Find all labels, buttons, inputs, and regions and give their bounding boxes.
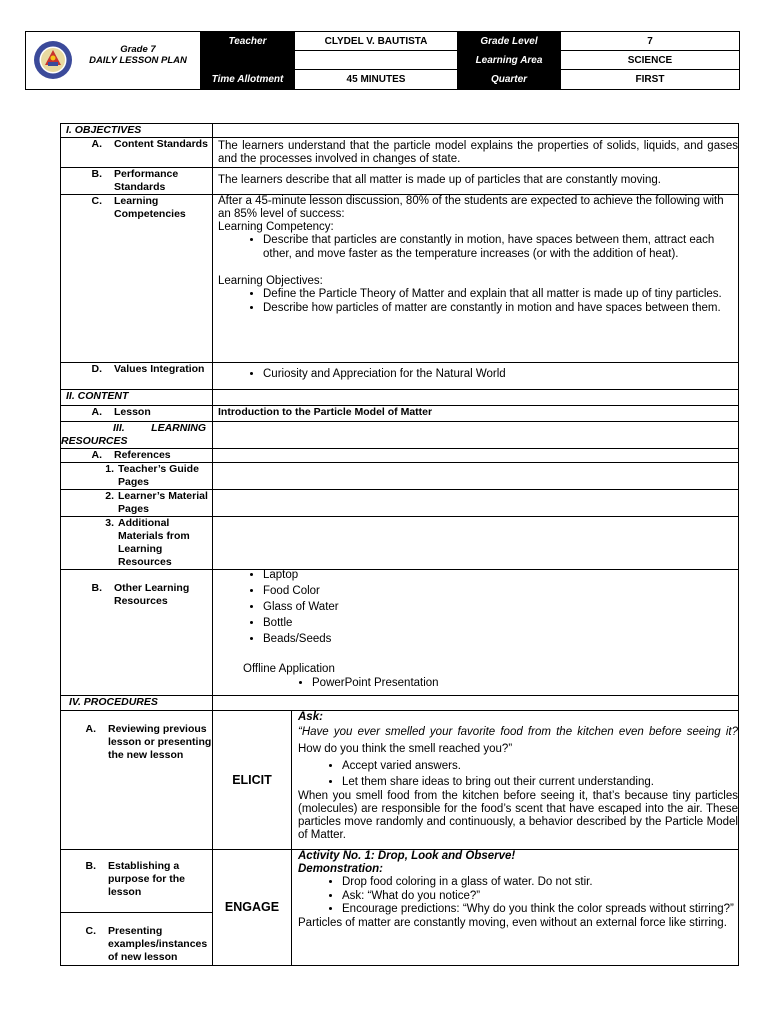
elicit-row (61, 711, 739, 850)
additional-materials-label: Additional Materials from Learning Resources (118, 517, 190, 568)
procedures-heading-row (61, 696, 739, 711)
grade-level-label: Grade Level (457, 32, 560, 51)
references-label: References (114, 449, 171, 461)
item-number: 1. (105, 463, 114, 475)
list-item: • Encourage predictions: “Why do you think the color spreads without stirring?” (342, 903, 738, 917)
offline-list (218, 677, 738, 691)
list-item: • Curiosity and Appreciation for the Natural World (263, 368, 738, 382)
header-title (76, 44, 200, 66)
list-item: • Food Color (263, 583, 738, 599)
elicit-question: “Have you ever smelled your favorite food from the kitchen even before seeing it? (298, 726, 738, 738)
list-item: • Bottle (263, 615, 738, 631)
examples-label: Presenting examples/instances of new lesson (108, 925, 208, 963)
item-letter: A. (91, 406, 102, 418)
item-letter: D. (91, 363, 102, 375)
content-heading: II. CONTENT (61, 390, 213, 406)
list-item: • Laptop (263, 567, 738, 583)
content-standards-text: The learners understand that the particle model explains the properties of solids, liquids, and gases and the processes involved in changes of state. (213, 138, 739, 168)
teacher-label: Teacher (200, 32, 294, 51)
doc-title: DAILY LESSON PLAN (89, 55, 187, 66)
learners-material-label: Learner’s Material Pages (118, 490, 208, 515)
ask-heading: Ask: (298, 711, 323, 723)
learning-competencies-row (61, 195, 739, 363)
lesson-title: Introduction to the Particle Model of Matter (213, 406, 739, 422)
item-letter: C. (85, 925, 96, 937)
list-item: • Define the Particle Theory of Matter and explain that all matter is made up of tiny particles. (263, 288, 738, 302)
other-resources-label: Other Learning Resources (114, 582, 190, 607)
objectives-heading-row (61, 124, 739, 138)
time-allotment-value: 45 MINUTES (294, 70, 457, 89)
quarter-value: FIRST (560, 70, 739, 89)
values-integration-row (61, 363, 739, 390)
engage-paragraph: Particles of matter are constantly moving, even without an external force like stirring. (298, 916, 727, 929)
blank-value-cell (294, 51, 457, 70)
performance-standards-label: Performance Standards (114, 168, 179, 193)
elicit-phase-label: ELICIT (213, 711, 292, 850)
procedures-heading: IV. PROCEDURES (61, 696, 213, 711)
header-table (25, 31, 740, 90)
competency-heading: Learning Competency: (218, 221, 334, 233)
learning-competencies-label: Learning Competencies (114, 195, 186, 220)
item-number: 3. (105, 517, 114, 529)
list-item: • Ask: “What do you notice?” (342, 890, 738, 904)
list-item: • Describe that particles are constantly in motion, have spaces between them, attract each other, and move faster as the temperature increases (or with the addition of heat). (263, 234, 738, 261)
performance-standards-row (61, 168, 739, 195)
values-list (218, 368, 738, 382)
list-item: • Glass of Water (263, 599, 738, 615)
grade-level-value: 7 (560, 32, 739, 51)
quarter-label: Quarter (457, 70, 560, 89)
elicit-question-tail: How do you think the smell reached you?” (298, 743, 513, 755)
deped-seal-logo (33, 40, 73, 80)
learning-area-value: SCIENCE (560, 51, 739, 70)
list-item: • Describe how particles of matter are constantly in motion and have spaces between them. (263, 302, 738, 316)
teacher-value: CLYDEL V. BAUTISTA (294, 32, 457, 51)
additional-materials-row (61, 517, 739, 570)
list-item: • Drop food coloring in a glass of water. Do not stir. (342, 876, 738, 890)
list-item: • Accept varied answers. (342, 758, 738, 774)
content-heading-row (61, 390, 739, 406)
content-standards-row (61, 138, 739, 168)
learning-area-label: Learning Area (457, 51, 560, 70)
lesson-row (61, 406, 739, 422)
lesson-label: Lesson (114, 406, 151, 418)
other-resources-row (61, 570, 739, 696)
content-standards-label: Content Standards (114, 138, 208, 150)
list-item: • Let them share ideas to bring out their current understanding. (342, 774, 738, 790)
elicit-content (292, 711, 739, 850)
elicit-list (298, 758, 738, 790)
item-letter: B. (91, 582, 102, 594)
learning-competencies-cell (213, 195, 739, 363)
time-allotment-label: Time Allotment (200, 70, 294, 89)
item-number: 2. (105, 490, 114, 502)
blank-label-cell (200, 51, 294, 70)
activity-title: Activity No. 1: Drop, Look and Observe! (298, 850, 516, 862)
grade-text: Grade 7 (120, 44, 156, 55)
item-letter: B. (85, 860, 96, 872)
reviewing-lesson-label: Reviewing previous lesson or presenting the new lesson (108, 723, 212, 761)
demonstration-heading: Demonstration: (298, 863, 383, 875)
elicit-paragraph: When you smell food from the kitchen before seeing it, that’s because tiny particles (molecules) are responsible for the food’s scent that have escaped into the air. These particles move randomly and continuously, a behavior described by the Particle Model of Matter. (298, 790, 738, 841)
other-resources-list (218, 567, 738, 647)
competency-list (218, 234, 738, 261)
objectives-heading: I. OBJECTIVES (61, 124, 213, 138)
header-grid (200, 32, 739, 89)
engage-phase-label: ENGAGE (213, 850, 292, 966)
list-item: • Beads/Seeds (263, 631, 738, 647)
resources-heading-line2: RESOURCES (61, 435, 128, 447)
header-school-cell (26, 32, 200, 89)
item-letter: C. (91, 195, 102, 207)
resources-heading-number: III. (113, 422, 125, 434)
competency-intro: After a 45-minute lesson discussion, 80% of the students are expected to achieve the following with an 85% level of success: (218, 195, 724, 220)
engage-list (298, 876, 738, 917)
resources-heading-word: LEARNING (151, 422, 206, 434)
references-row (61, 449, 739, 463)
learning-resources-heading-row (61, 422, 739, 449)
teachers-guide-row (61, 463, 739, 490)
item-letter: A. (91, 449, 102, 461)
item-letter: B. (91, 168, 102, 180)
lesson-plan-table (60, 123, 739, 966)
purpose-row (61, 850, 739, 913)
learners-material-row (61, 490, 739, 517)
item-letter: A. (91, 138, 102, 150)
list-item: • PowerPoint Presentation (312, 677, 738, 691)
objectives-list (218, 288, 738, 315)
performance-standards-text: The learners describe that all matter is made up of particles that are constantly moving. (213, 168, 739, 195)
values-integration-label: Values Integration (114, 363, 205, 375)
purpose-label: Establishing a purpose for the lesson (108, 860, 186, 898)
offline-heading: Offline Application (243, 663, 335, 675)
teachers-guide-label: Teacher’s Guide Pages (118, 463, 199, 488)
engage-content (292, 850, 739, 966)
item-letter: A. (85, 723, 96, 735)
objectives-subheading: Learning Objectives: (218, 275, 323, 287)
